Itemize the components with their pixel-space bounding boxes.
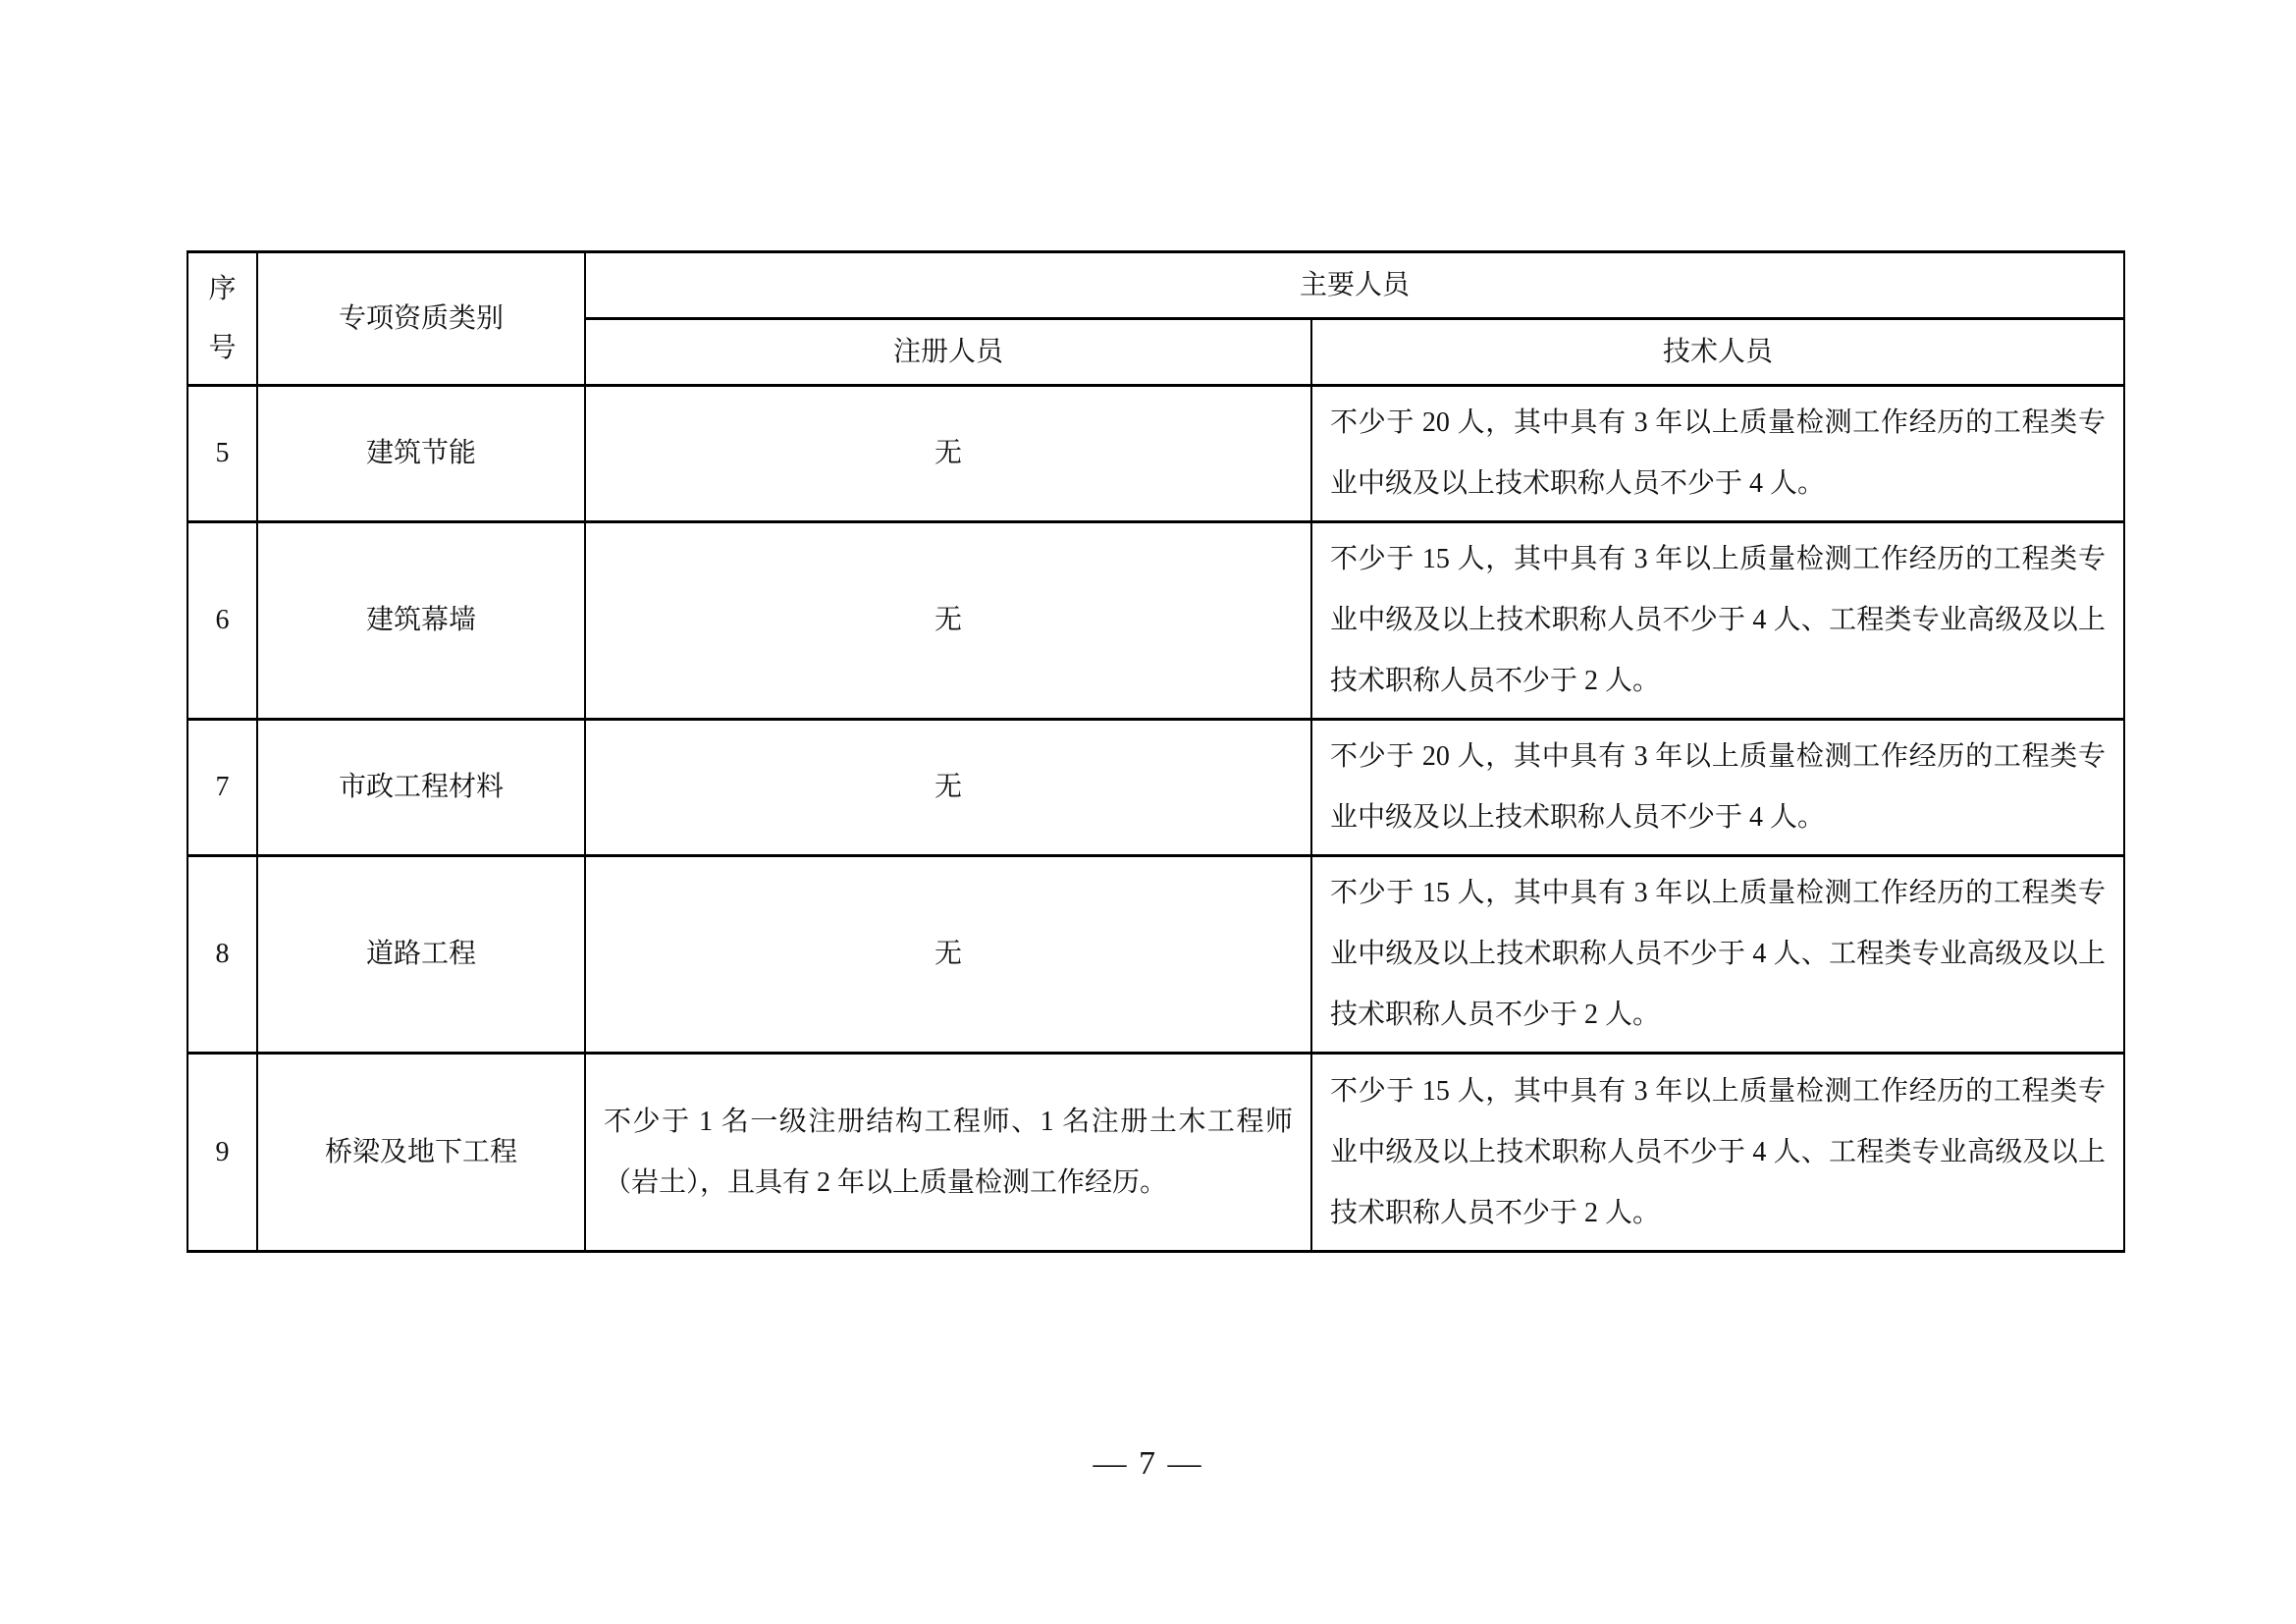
- header-seq-no-line1: 序: [208, 273, 237, 304]
- table-row-7: [187, 720, 2124, 856]
- header-main-personnel: 主要人员: [585, 252, 2124, 319]
- row-technical: 不少于 15 人，其中具有 3 年以上质量检测工作经历的工程类专业中级及以上技术职称人员不少于 4 人、工程类专业高级及以上技术职称人员不少于 2 人。: [1311, 1054, 2124, 1252]
- row-seq: 5: [187, 386, 257, 522]
- header-registered-personnel: 注册人员: [585, 319, 1311, 386]
- row-category: 市政工程材料: [257, 720, 585, 856]
- row-category: 桥梁及地下工程: [257, 1054, 585, 1252]
- header-seq-no: [187, 252, 257, 386]
- row-registered: 无: [585, 522, 1311, 720]
- row-technical: 不少于 20 人，其中具有 3 年以上质量检测工作经历的工程类专业中级及以上技术职称人员不少于 4 人。: [1311, 720, 2124, 856]
- qualification-requirements-table: [187, 250, 2125, 1253]
- header-category: 专项资质类别: [257, 252, 585, 386]
- qualification-table-container: [187, 250, 2125, 1253]
- row-technical: 不少于 15 人，其中具有 3 年以上质量检测工作经历的工程类专业中级及以上技术职称人员不少于 4 人、工程类专业高级及以上技术职称人员不少于 2 人。: [1311, 856, 2124, 1054]
- row-seq: 6: [187, 522, 257, 720]
- page-number: — 7 —: [1093, 1445, 1203, 1482]
- table-row-5: [187, 386, 2124, 522]
- header-seq-no-line2: 号: [208, 332, 237, 363]
- row-category: 建筑节能: [257, 386, 585, 522]
- row-registered: 无: [585, 720, 1311, 856]
- row-seq: 8: [187, 856, 257, 1054]
- row-seq: 9: [187, 1054, 257, 1252]
- table-row-9: [187, 1054, 2124, 1252]
- row-seq: 7: [187, 720, 257, 856]
- row-category: 道路工程: [257, 856, 585, 1054]
- header-row-main: [187, 252, 2124, 319]
- row-registered: 不少于 1 名一级注册结构工程师、1 名注册土木工程师（岩土），且具有 2 年以上质量检测工作经历。: [585, 1054, 1311, 1252]
- row-technical: 不少于 20 人，其中具有 3 年以上质量检测工作经历的工程类专业中级及以上技术职称人员不少于 4 人。: [1311, 386, 2124, 522]
- row-registered: 无: [585, 386, 1311, 522]
- row-category: 建筑幕墙: [257, 522, 585, 720]
- row-technical: 不少于 15 人，其中具有 3 年以上质量检测工作经历的工程类专业中级及以上技术职称人员不少于 4 人、工程类专业高级及以上技术职称人员不少于 2 人。: [1311, 522, 2124, 720]
- row-registered: 无: [585, 856, 1311, 1054]
- table-row-8: [187, 856, 2124, 1054]
- table-row-6: [187, 522, 2124, 720]
- header-technical-personnel: 技术人员: [1311, 319, 2124, 386]
